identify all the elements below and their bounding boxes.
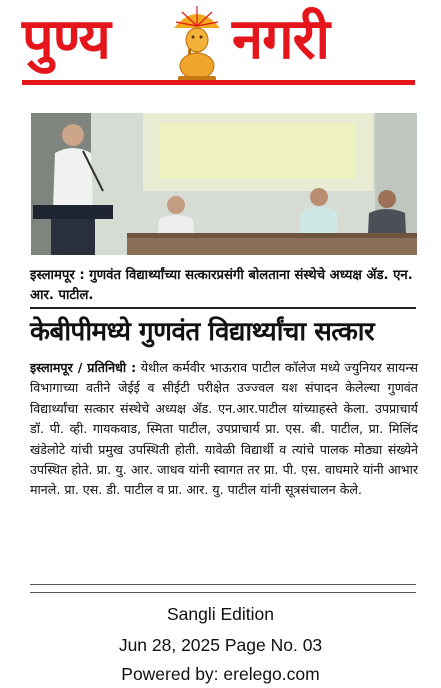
caption-dateline: इस्लामपूर : — [30, 268, 85, 283]
article-headline: केबीपीमध्ये गुणवंत विद्यार्थ्यांचा सत्कार — [30, 317, 375, 347]
ganesha-logo-icon — [168, 2, 226, 86]
caption-divider — [30, 307, 416, 309]
masthead — [0, 0, 441, 100]
article-dateline: इस्लामपूर / प्रतिनिधी : — [30, 360, 137, 375]
footer-powered-by: Powered by: erelego.com — [121, 664, 320, 684]
footer-date-page: Jun 28, 2025 Page No. 03 — [118, 635, 323, 655]
masthead-title-left: पुण्य — [22, 7, 110, 72]
masthead-title-right: नगरी — [232, 7, 330, 72]
news-photo — [31, 113, 417, 255]
caption-text: गुणवंत विद्यार्थ्यांच्या सत्कारप्रसंगी बोलताना संस्थेचे अध्यक्ष ॲड. एन. आर. पाटील. — [30, 268, 413, 303]
article-end-rule-secondary — [30, 592, 416, 593]
photo-caption — [30, 266, 416, 306]
article-body — [30, 358, 418, 501]
article-end-rule — [30, 584, 416, 585]
article-text: येथील कर्मवीर भाऊराव पाटील कॉलेज मध्ये ज्युनियर सायन्स विभागाच्या वतीने जेईई व सीईटी परीक्षेत उज्ज्वल यश संपादन केलेल्या गुणवंत विद्यार्थ्यांचा सत्कार संस्थेचे अध्यक्ष ॲड. एन.आर.पाटील यांच्याहस्ते केला. उपप्राचार्य डॉ. पी. व्ही. गायकवाड, स्मिता पाटील, उपप्राचार्य प्रा. एस. बी. पाटील, प्रा. मिलिंद खंडेलोटे यांची प्रमुख उपस्थिती होती. यावेळी विद्यार्थी व त्यांचे पालक मोठ्या संख्येने उपस्थित होते. प्रा. यु. आर. जाधव यांनी स्वागत तर प्रा. पी. एस. वाघमारे यांनी आभार मानले. प्रा. एस. डी. पाटील व प्रा. आर. यु. पाटील यांनी सूत्रसंचालन केले. — [30, 360, 418, 498]
footer-edition: Sangli Edition — [166, 604, 275, 624]
masthead-rule — [22, 80, 415, 85]
